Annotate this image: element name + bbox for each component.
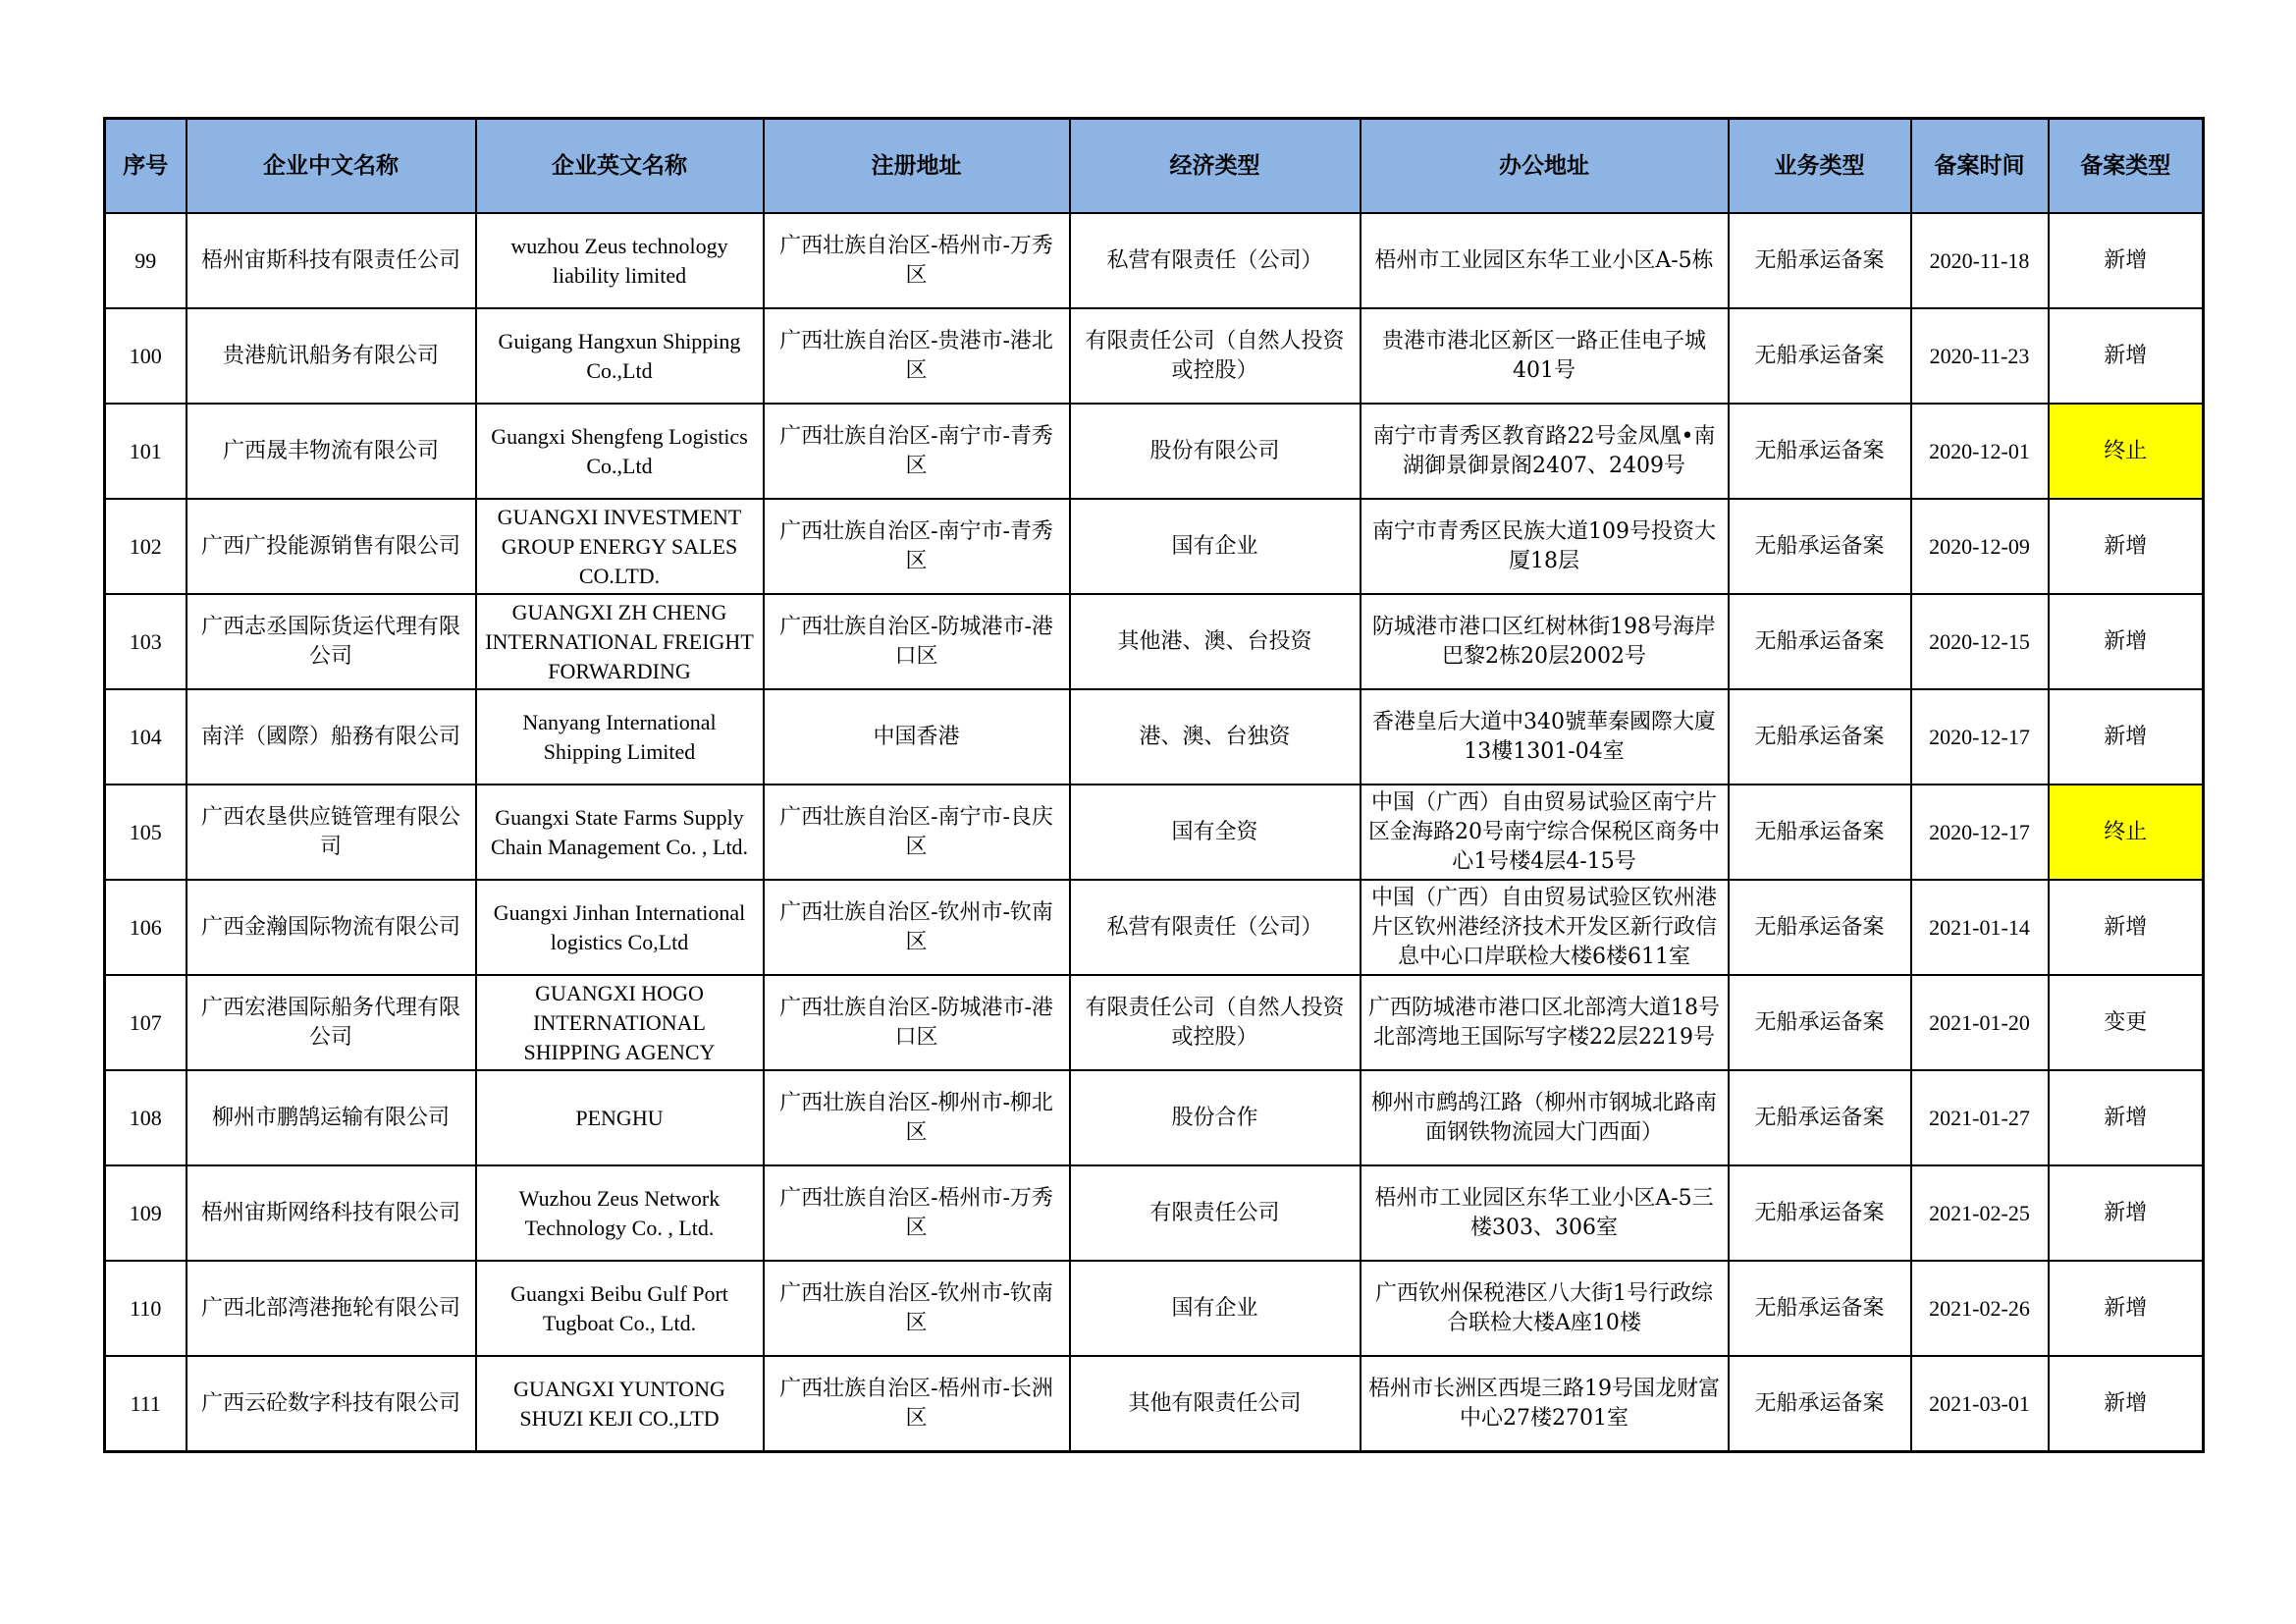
cell-cn-name: 南洋（國際）船務有限公司 xyxy=(187,689,476,785)
cell-filing-type: 新增 xyxy=(2049,1261,2204,1356)
cell-reg-address: 广西壮族自治区-钦州市-钦南区 xyxy=(764,880,1070,975)
cell-cn-name: 广西金瀚国际物流有限公司 xyxy=(187,880,476,975)
cell-no: 100 xyxy=(105,308,187,404)
cell-date: 2021-01-27 xyxy=(1911,1070,2049,1165)
cell-cn-name: 梧州宙斯网络科技有限公司 xyxy=(187,1165,476,1261)
cell-biz-type: 无船承运备案 xyxy=(1729,308,1911,404)
cell-reg-address: 广西壮族自治区-贵港市-港北区 xyxy=(764,308,1070,404)
cell-office-address: 南宁市青秀区教育路22号金凤凰•南湖御景御景阁2407、2409号 xyxy=(1361,404,1729,499)
cell-reg-address: 广西壮族自治区-南宁市-良庆区 xyxy=(764,785,1070,880)
table-row xyxy=(105,785,2204,880)
header-row xyxy=(105,119,2204,214)
cell-filing-type: 新增 xyxy=(2049,880,2204,975)
cell-no: 108 xyxy=(105,1070,187,1165)
table-row xyxy=(105,594,2204,689)
cell-en-name: Guangxi Shengfeng Logistics Co.,Ltd xyxy=(476,404,764,499)
cell-date: 2020-12-17 xyxy=(1911,689,2049,785)
cell-filing-type: 终止 xyxy=(2049,404,2204,499)
cell-econ-type: 有限责任公司（自然人投资或控股） xyxy=(1070,975,1361,1070)
cell-reg-address: 广西壮族自治区-柳州市-柳北区 xyxy=(764,1070,1070,1165)
cell-reg-address: 广西壮族自治区-南宁市-青秀区 xyxy=(764,499,1070,594)
cell-en-name: Guigang Hangxun Shipping Co.,Ltd xyxy=(476,308,764,404)
table-row xyxy=(105,499,2204,594)
cell-en-name: GUANGXI HOGO INTERNATIONAL SHIPPING AGENCY xyxy=(476,975,764,1070)
cell-cn-name: 广西晟丰物流有限公司 xyxy=(187,404,476,499)
cell-office-address: 中国（广西）自由贸易试验区南宁片区金海路20号南宁综合保税区商务中心1号楼4层4-15号 xyxy=(1361,785,1729,880)
cell-filing-type: 新增 xyxy=(2049,1070,2204,1165)
table-row xyxy=(105,1356,2204,1452)
cell-no: 102 xyxy=(105,499,187,594)
cell-date: 2020-11-23 xyxy=(1911,308,2049,404)
cell-econ-type: 有限责任公司 xyxy=(1070,1165,1361,1261)
cell-reg-address: 广西壮族自治区-梧州市-长洲区 xyxy=(764,1356,1070,1452)
cell-office-address: 防城港市港口区红树林街198号海岸巴黎2栋20层2002号 xyxy=(1361,594,1729,689)
registry-table xyxy=(103,117,2205,1453)
cell-econ-type: 国有全资 xyxy=(1070,785,1361,880)
cell-biz-type: 无船承运备案 xyxy=(1729,880,1911,975)
cell-biz-type: 无船承运备案 xyxy=(1729,594,1911,689)
cell-econ-type: 其他有限责任公司 xyxy=(1070,1356,1361,1452)
cell-cn-name: 贵港航讯船务有限公司 xyxy=(187,308,476,404)
cell-no: 99 xyxy=(105,213,187,308)
cell-no: 107 xyxy=(105,975,187,1070)
cell-office-address: 梧州市工业园区东华工业小区A-5三楼303、306室 xyxy=(1361,1165,1729,1261)
cell-econ-type: 国有企业 xyxy=(1070,1261,1361,1356)
cell-biz-type: 无船承运备案 xyxy=(1729,689,1911,785)
cell-date: 2020-12-17 xyxy=(1911,785,2049,880)
table-body xyxy=(105,213,2204,1452)
cell-biz-type: 无船承运备案 xyxy=(1729,1356,1911,1452)
cell-no: 101 xyxy=(105,404,187,499)
cell-date: 2020-12-01 xyxy=(1911,404,2049,499)
header-office-address: 办公地址 xyxy=(1361,119,1729,214)
cell-filing-type: 新增 xyxy=(2049,308,2204,404)
header-reg-address: 注册地址 xyxy=(764,119,1070,214)
cell-office-address: 广西钦州保税港区八大街1号行政综合联检大楼A座10楼 xyxy=(1361,1261,1729,1356)
cell-econ-type: 有限责任公司（自然人投资或控股） xyxy=(1070,308,1361,404)
cell-econ-type: 私营有限责任（公司） xyxy=(1070,880,1361,975)
cell-reg-address: 广西壮族自治区-防城港市-港口区 xyxy=(764,975,1070,1070)
cell-filing-type: 新增 xyxy=(2049,689,2204,785)
cell-date: 2021-01-20 xyxy=(1911,975,2049,1070)
cell-office-address: 广西防城港市港口区北部湾大道18号北部湾地王国际写字楼22层2219号 xyxy=(1361,975,1729,1070)
cell-no: 103 xyxy=(105,594,187,689)
cell-en-name: GUANGXI INVESTMENT GROUP ENERGY SALES CO.LTD. xyxy=(476,499,764,594)
cell-filing-type: 新增 xyxy=(2049,499,2204,594)
cell-en-name: GUANGXI ZH CHENG INTERNATIONAL FREIGHT FORWARDING xyxy=(476,594,764,689)
cell-date: 2020-12-09 xyxy=(1911,499,2049,594)
cell-reg-address: 广西壮族自治区-梧州市-万秀区 xyxy=(764,213,1070,308)
cell-office-address: 梧州市工业园区东华工业小区A-5栋 xyxy=(1361,213,1729,308)
cell-en-name: Guangxi Beibu Gulf Port Tugboat Co., Ltd. xyxy=(476,1261,764,1356)
cell-econ-type: 股份合作 xyxy=(1070,1070,1361,1165)
cell-en-name: Guangxi Jinhan International logistics Co,Ltd xyxy=(476,880,764,975)
cell-no: 109 xyxy=(105,1165,187,1261)
cell-no: 110 xyxy=(105,1261,187,1356)
cell-office-address: 梧州市长洲区西堤三路19号国龙财富中心27楼2701室 xyxy=(1361,1356,1729,1452)
cell-biz-type: 无船承运备案 xyxy=(1729,499,1911,594)
cell-reg-address: 中国香港 xyxy=(764,689,1070,785)
cell-cn-name: 广西宏港国际船务代理有限公司 xyxy=(187,975,476,1070)
cell-no: 111 xyxy=(105,1356,187,1452)
cell-filing-type: 新增 xyxy=(2049,1165,2204,1261)
table-header xyxy=(105,119,2204,214)
header-cn-name: 企业中文名称 xyxy=(187,119,476,214)
cell-no: 106 xyxy=(105,880,187,975)
cell-cn-name: 柳州市鹏鹄运输有限公司 xyxy=(187,1070,476,1165)
cell-biz-type: 无船承运备案 xyxy=(1729,1070,1911,1165)
cell-reg-address: 广西壮族自治区-南宁市-青秀区 xyxy=(764,404,1070,499)
table-row xyxy=(105,1070,2204,1165)
cell-reg-address: 广西壮族自治区-防城港市-港口区 xyxy=(764,594,1070,689)
cell-filing-type: 新增 xyxy=(2049,594,2204,689)
cell-en-name: Wuzhou Zeus Network Technology Co. , Ltd. xyxy=(476,1165,764,1261)
table-row xyxy=(105,308,2204,404)
cell-filing-type: 新增 xyxy=(2049,1356,2204,1452)
cell-econ-type: 国有企业 xyxy=(1070,499,1361,594)
cell-biz-type: 无船承运备案 xyxy=(1729,975,1911,1070)
header-econ-type: 经济类型 xyxy=(1070,119,1361,214)
cell-date: 2020-11-18 xyxy=(1911,213,2049,308)
cell-biz-type: 无船承运备案 xyxy=(1729,1261,1911,1356)
cell-en-name: wuzhou Zeus technology liability limited xyxy=(476,213,764,308)
cell-cn-name: 广西云砼数字科技有限公司 xyxy=(187,1356,476,1452)
cell-biz-type: 无船承运备案 xyxy=(1729,404,1911,499)
cell-cn-name: 梧州宙斯科技有限责任公司 xyxy=(187,213,476,308)
cell-date: 2021-02-26 xyxy=(1911,1261,2049,1356)
cell-no: 105 xyxy=(105,785,187,880)
cell-reg-address: 广西壮族自治区-梧州市-万秀区 xyxy=(764,1165,1070,1261)
cell-filing-type: 终止 xyxy=(2049,785,2204,880)
cell-econ-type: 港、澳、台独资 xyxy=(1070,689,1361,785)
cell-cn-name: 广西北部湾港拖轮有限公司 xyxy=(187,1261,476,1356)
cell-en-name: PENGHU xyxy=(476,1070,764,1165)
cell-filing-type: 变更 xyxy=(2049,975,2204,1070)
table-row xyxy=(105,213,2204,308)
cell-office-address: 南宁市青秀区民族大道109号投资大厦18层 xyxy=(1361,499,1729,594)
cell-date: 2021-01-14 xyxy=(1911,880,2049,975)
table-row xyxy=(105,404,2204,499)
cell-en-name: Nanyang International Shipping Limited xyxy=(476,689,764,785)
table-row xyxy=(105,689,2204,785)
cell-cn-name: 广西广投能源销售有限公司 xyxy=(187,499,476,594)
header-en-name: 企业英文名称 xyxy=(476,119,764,214)
header-biz-type: 业务类型 xyxy=(1729,119,1911,214)
cell-reg-address: 广西壮族自治区-钦州市-钦南区 xyxy=(764,1261,1070,1356)
header-filing-type: 备案类型 xyxy=(2049,119,2204,214)
cell-en-name: Guangxi State Farms Supply Chain Management Co. , Ltd. xyxy=(476,785,764,880)
cell-no: 104 xyxy=(105,689,187,785)
cell-biz-type: 无船承运备案 xyxy=(1729,1165,1911,1261)
cell-office-address: 中国（广西）自由贸易试验区钦州港片区钦州港经济技术开发区新行政信息中心口岸联检大楼6楼611室 xyxy=(1361,880,1729,975)
cell-date: 2021-02-25 xyxy=(1911,1165,2049,1261)
cell-cn-name: 广西志丞国际货运代理有限公司 xyxy=(187,594,476,689)
table-row xyxy=(105,975,2204,1070)
cell-biz-type: 无船承运备案 xyxy=(1729,785,1911,880)
cell-cn-name: 广西农垦供应链管理有限公司 xyxy=(187,785,476,880)
cell-filing-type: 新增 xyxy=(2049,213,2204,308)
cell-office-address: 香港皇后大道中340號華秦國際大廈13樓1301-04室 xyxy=(1361,689,1729,785)
cell-econ-type: 股份有限公司 xyxy=(1070,404,1361,499)
cell-en-name: GUANGXI YUNTONG SHUZI KEJI CO.,LTD xyxy=(476,1356,764,1452)
table-row xyxy=(105,1165,2204,1261)
cell-econ-type: 私营有限责任（公司） xyxy=(1070,213,1361,308)
cell-office-address: 柳州市鹧鸪江路（柳州市钢城北路南面钢铁物流园大门西面） xyxy=(1361,1070,1729,1165)
cell-date: 2021-03-01 xyxy=(1911,1356,2049,1452)
table-row xyxy=(105,880,2204,975)
cell-econ-type: 其他港、澳、台投资 xyxy=(1070,594,1361,689)
table-row xyxy=(105,1261,2204,1356)
header-no: 序号 xyxy=(105,119,187,214)
cell-office-address: 贵港市港北区新区一路正佳电子城401号 xyxy=(1361,308,1729,404)
cell-date: 2020-12-15 xyxy=(1911,594,2049,689)
cell-biz-type: 无船承运备案 xyxy=(1729,213,1911,308)
header-date: 备案时间 xyxy=(1911,119,2049,214)
